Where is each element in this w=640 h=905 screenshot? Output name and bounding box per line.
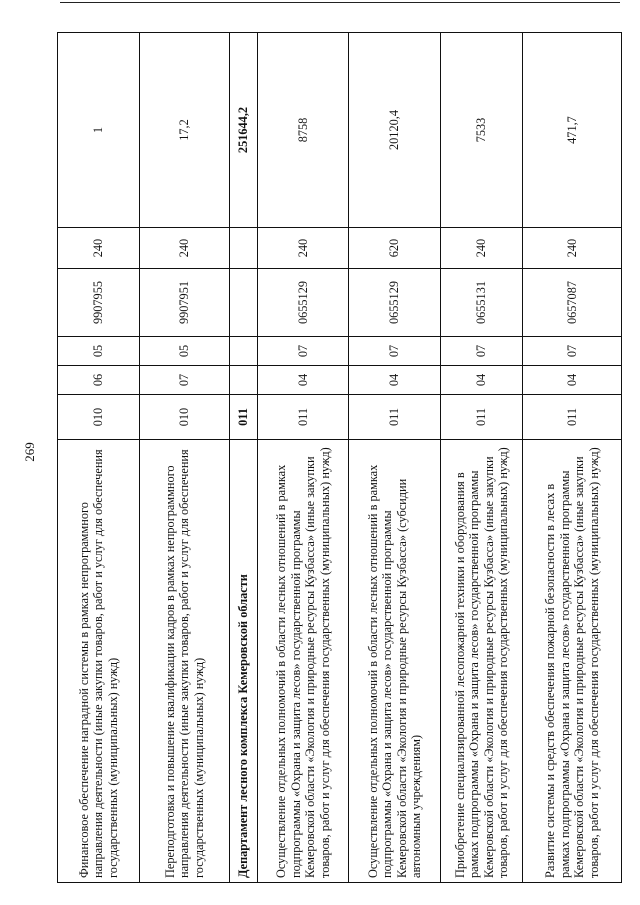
- row-vr: 240: [140, 228, 229, 269]
- row-name: Департамент лесного комплекса Кемеровской области: [229, 440, 257, 883]
- row-name: Осуществление отдельных полномочий в области лесных отношений в рамках подпрограммы «Охрана и защита лесов» государственной программы Кемеровской области «Экология и природные ресурсы Кузбасса» (субсидии автономным учреждениям): [349, 440, 441, 883]
- row-ministry: 011: [257, 395, 349, 440]
- table-row: [257, 33, 349, 883]
- row-name: Осуществление отдельных полномочий в области лесных отношений в рамках подпрограммы «Охрана и защита лесов» государственной программы Кемеровской области «Экология и природные ресурсы Кузбасса» (иные закупки товаров, работ и услуг для обеспечения государственных (муниципальных) нужд): [257, 440, 349, 883]
- row-ministry: 011: [523, 395, 622, 440]
- row-target: 0657087: [523, 269, 622, 337]
- row-vr: 620: [349, 228, 441, 269]
- row-section: [229, 366, 257, 395]
- row-ministry: 011: [229, 395, 257, 440]
- row-amount: 1: [58, 33, 140, 228]
- table-body: [58, 33, 622, 883]
- table-row: [441, 33, 523, 883]
- table-row: [349, 33, 441, 883]
- row-section: 04: [523, 366, 622, 395]
- row-amount: 20120,4: [349, 33, 441, 228]
- row-amount: 471,7: [523, 33, 622, 228]
- row-target: 0655129: [257, 269, 349, 337]
- row-ministry: 010: [58, 395, 140, 440]
- row-target: 9907951: [140, 269, 229, 337]
- row-target: 0655129: [349, 269, 441, 337]
- rotated-table-wrapper: [57, 33, 622, 883]
- row-subsection: [229, 337, 257, 366]
- row-subsection: 05: [58, 337, 140, 366]
- row-section: 04: [257, 366, 349, 395]
- row-name: Приобретение специализированной лесопожарной техники и оборудования в рамках подпрограммы «Охрана и защита лесов» государственной программы Кемеровской области «Экология и природные ресурсы Кузбасса» (иные закупки товаров, работ и услуг для обеспечения государственных (муниципальных) нужд): [441, 440, 523, 883]
- row-section: 07: [140, 366, 229, 395]
- row-name: Переподготовка и повышение квалификации кадров в рамках непрограммного направления деятельности (иные закупки товаров, работ и услуг для обеспечения государственных (муниципальных) нужд): [140, 440, 229, 883]
- row-target: 0655131: [441, 269, 523, 337]
- row-amount: 17,2: [140, 33, 229, 228]
- table-row: [140, 33, 229, 883]
- row-section: 04: [349, 366, 441, 395]
- row-target: 9907955: [58, 269, 140, 337]
- row-amount: 8758: [257, 33, 349, 228]
- row-subsection: 07: [349, 337, 441, 366]
- row-name: Развитие системы и средств обеспечения пожарной безопасности в лесах в рамках подпрограммы «Охрана и защита лесов» государственной программы Кемеровской области «Экология и природные ресурсы Кузбасса» (иные закупки товаров, работ и услуг для обеспечения государственных (муниципальных) нужд): [523, 440, 622, 883]
- row-section: 04: [441, 366, 523, 395]
- row-amount: 251644,2: [229, 33, 257, 228]
- row-vr: 240: [58, 228, 140, 269]
- row-ministry: 011: [349, 395, 441, 440]
- table-row: [229, 33, 257, 883]
- row-subsection: 07: [257, 337, 349, 366]
- budget-table: [57, 32, 622, 883]
- row-ministry: 011: [441, 395, 523, 440]
- row-vr: 240: [257, 228, 349, 269]
- page-number: 269: [22, 442, 37, 462]
- row-target: [229, 269, 257, 337]
- row-subsection: 07: [441, 337, 523, 366]
- row-subsection: 07: [523, 337, 622, 366]
- row-section: 06: [58, 366, 140, 395]
- row-vr: [229, 228, 257, 269]
- row-vr: 240: [441, 228, 523, 269]
- row-vr: 240: [523, 228, 622, 269]
- row-name: Финансовое обеспечение наградной системы в рамках непрограммного направления деятельности (иные закупки товаров, работ и услуг для обеспечения государственных (муниципальных) нужд): [58, 440, 140, 883]
- row-subsection: 05: [140, 337, 229, 366]
- row-amount: 7533: [441, 33, 523, 228]
- top-rule: [60, 2, 620, 3]
- table-row: [58, 33, 140, 883]
- table-row: [523, 33, 622, 883]
- row-ministry: 010: [140, 395, 229, 440]
